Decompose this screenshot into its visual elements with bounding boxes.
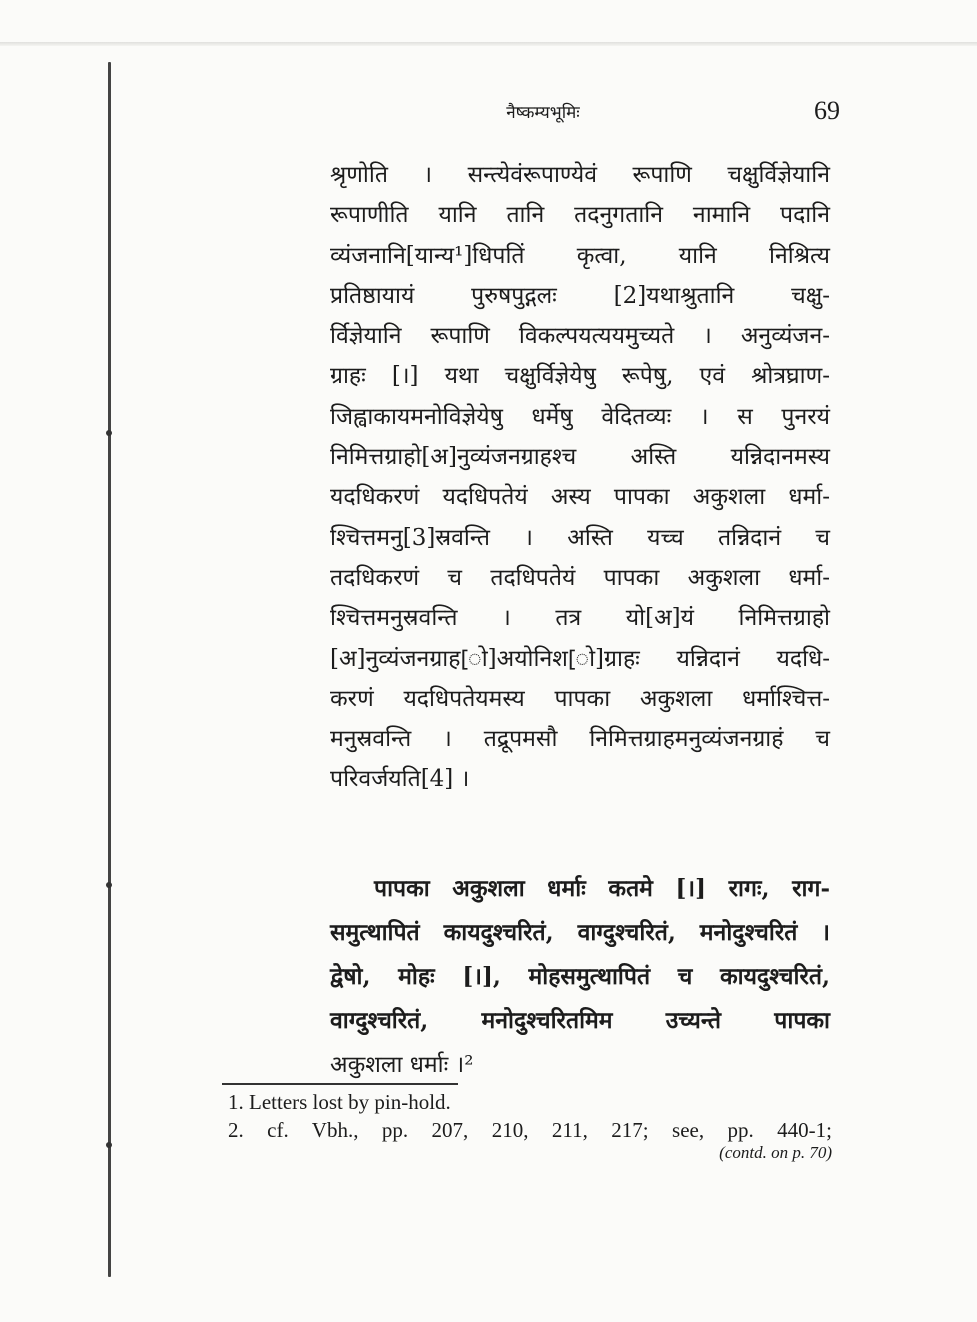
text-line: यदधिकरणं यदधिपतेयं अस्य पापका अकुशला धर्मा- — [330, 484, 830, 511]
text-line: वाग्दुश्चरितं, मनोदुश्चरितमिम उच्यन्ते पापका — [330, 1007, 830, 1034]
text-line: व्यंजनानि[यान्य¹]धिपतिं कृत्वा, यानि निश्रित्य — [330, 242, 830, 269]
text-line: [अ]नुव्यंजनग्राह[ो]अयोनिश[ो]ग्राहः यन्निदानं यदधि- — [330, 645, 830, 672]
page-top-edge — [0, 42, 977, 46]
text-line: श्चित्तमनु[3]स्रवन्ति । अस्ति यच्च तन्निदानं च — [330, 524, 830, 551]
text-line: द्वेषो, मोहः [।], मोहसमुत्थापितं च कायदुश्चरितं, — [330, 963, 830, 990]
text-line: अकुशला धर्माः ।² — [330, 1052, 474, 1078]
text-line: तदधिकरणं च तदधिपतेयं पापका अकुशला धर्मा- — [330, 564, 830, 591]
footnotes — [228, 1088, 832, 1164]
text-line: ग्राहः [।] यथा चक्षुर्विज्ञेयेषु रूपेषु, एवं श्रोत्रघ्राण- — [330, 363, 830, 390]
page-number: 69 — [814, 96, 840, 125]
text-line: पापका अकुशला धर्माः कतमे [।] रागः, राग- — [374, 875, 830, 902]
text-line: श्चित्तमनुस्रवन्ति । तत्र यो[अ]यं निमित्तग्राहो — [330, 605, 830, 632]
footnote-2: 2. cf. Vbh., pp. 207, 210, 211, 217; see, pp. 440-1; — [228, 1118, 832, 1142]
main-paragraph — [330, 155, 830, 800]
text-line: प्रतिष्ठायायं पुरुषपुद्गलः [2]यथाश्रुतानि चक्षु- — [330, 282, 830, 309]
binding-mark — [106, 882, 112, 888]
text-line: मनुस्रवन्ति । तद्रूपमसौ निमित्तग्राहमनुव्यंजनग्राहं च — [330, 726, 830, 753]
binding-mark — [106, 1142, 112, 1148]
text-line: श्रृणोति । सन्त्येवंरूपाण्येवं रूपाणि चक्षुर्विज्ञेयानि — [330, 162, 830, 188]
footnote-rule — [222, 1083, 458, 1085]
binding-mark — [106, 430, 112, 436]
footnote-1: 1. Letters lost by pin-hold. — [228, 1090, 451, 1114]
text-line: समुत्थापितं कायदुश्चरितं, वाग्दुश्चरितं, मनोदुश्चरितं । — [330, 919, 830, 946]
running-head: नैष्कम्यभूमिः — [506, 103, 580, 123]
continuation-note: (contd. on p. 70) — [719, 1143, 832, 1162]
text-line: निमित्तग्राहो[अ]नुव्यंजनग्राहश्च अस्ति यन्निदानमस्य — [330, 444, 830, 471]
binding-spine — [108, 62, 111, 1277]
section-paragraph — [330, 867, 830, 1087]
text-line: करणं यदधिपतेयमस्य पापका अकुशला धर्माश्चित्त- — [330, 685, 830, 712]
text-line: र्विज्ञेयानि रूपाणि विकल्पयत्ययमुच्यते । अनुव्यंजन- — [330, 323, 830, 350]
text-line: जिह्वाकायमनोविज्ञेयेषु धर्मेषु वेदितव्यः । स पुनरयं — [330, 403, 830, 430]
text-line: परिवर्जयति[4] । — [330, 766, 470, 793]
text-line: रूपाणीति यानि तानि तदनुगतानि नामानि पदानि — [330, 202, 830, 229]
